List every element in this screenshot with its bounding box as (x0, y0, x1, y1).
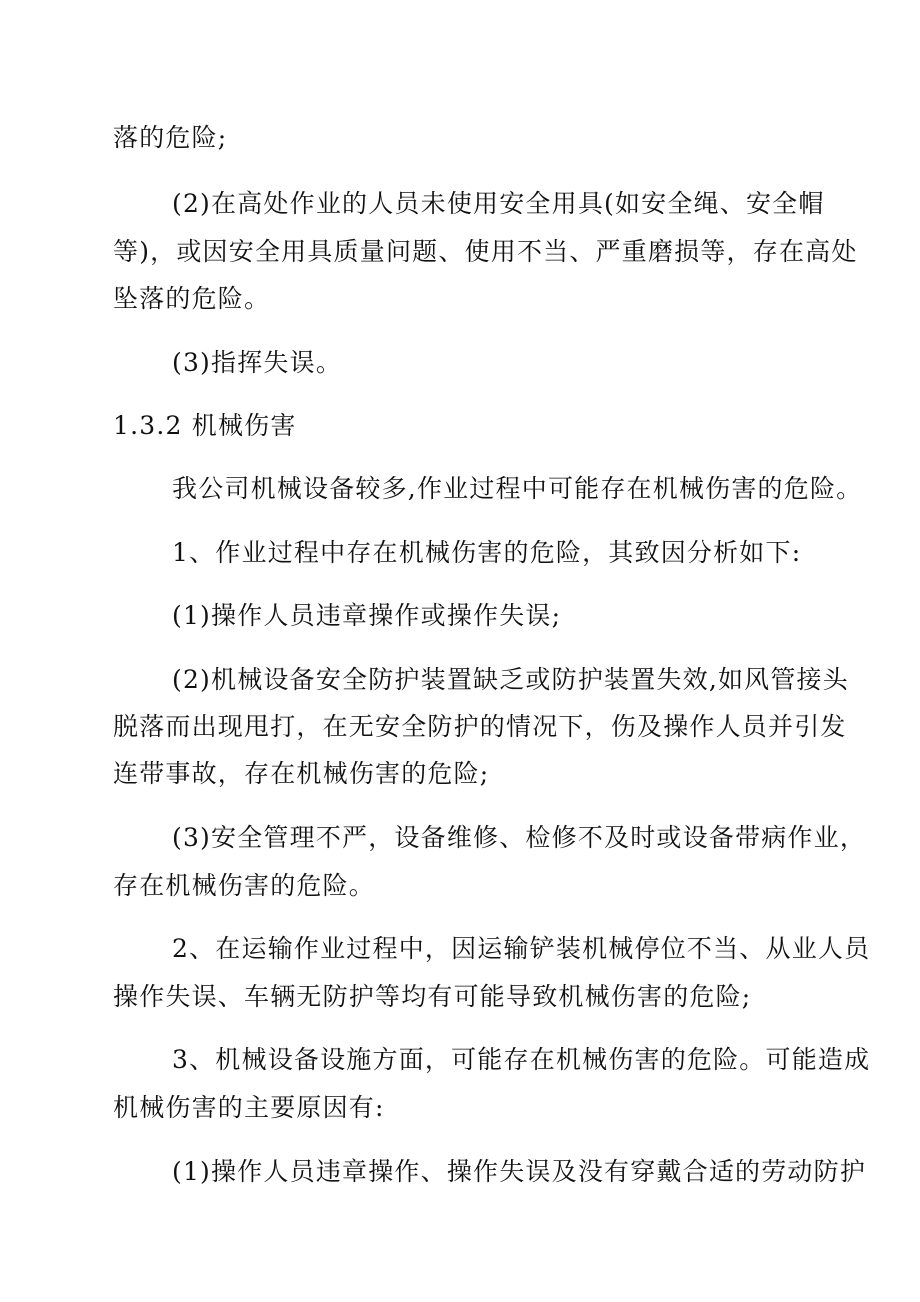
paragraph-line: 操作失误、车辆无防护等均有可能导致机械伤害的危险; (113, 982, 752, 1011)
paragraph-line: 落的危险; (113, 123, 228, 152)
paragraph-line: 我公司机械设备较多,作业过程中可能存在机械伤害的危险。 (172, 474, 863, 503)
paragraph-line: (1)操作人员违章操作、操作失误及没有穿戴合适的劳动防护 (172, 1157, 867, 1186)
paragraph-line: 等)，或因安全用具质量问题、使用不当、严重磨损等，存在高处 (113, 237, 858, 266)
paragraph-line: (3)指挥失误。 (172, 348, 343, 377)
section-heading: 1.3.2 机械伤害 (113, 411, 297, 440)
paragraph-line: (1)操作人员违章操作或操作失误; (172, 601, 562, 630)
paragraph-line: 连带事故，存在机械伤害的危险; (113, 759, 490, 788)
paragraph-line: 机械伤害的主要原因有: (113, 1093, 385, 1122)
paragraph-line: 存在机械伤害的危险。 (113, 871, 376, 900)
paragraph-line: 2、在运输作业过程中，因运输铲装机械停位不当、从业人员 (172, 934, 871, 963)
paragraph-line: (2)机械设备安全防护装置缺乏或防护装置失效,如风管接头 (172, 665, 849, 694)
paragraph-line: (2)在高处作业的人员未使用安全用具(如安全绳、安全帽 (172, 189, 825, 218)
paragraph-line: 1、作业过程中存在机械伤害的危险，其致因分析如下: (172, 538, 802, 567)
paragraph-line: 3、机械设备设施方面，可能存在机械伤害的危险。可能造成 (172, 1045, 871, 1074)
paragraph-line: 坠落的危险。 (113, 284, 271, 313)
paragraph-line: 脱落而出现甩打，在无安全防护的情况下，伤及操作人员并引发 (113, 712, 847, 741)
paragraph-line: (3)安全管理不严，设备维修、检修不及时或设备带病作业， (172, 823, 867, 852)
